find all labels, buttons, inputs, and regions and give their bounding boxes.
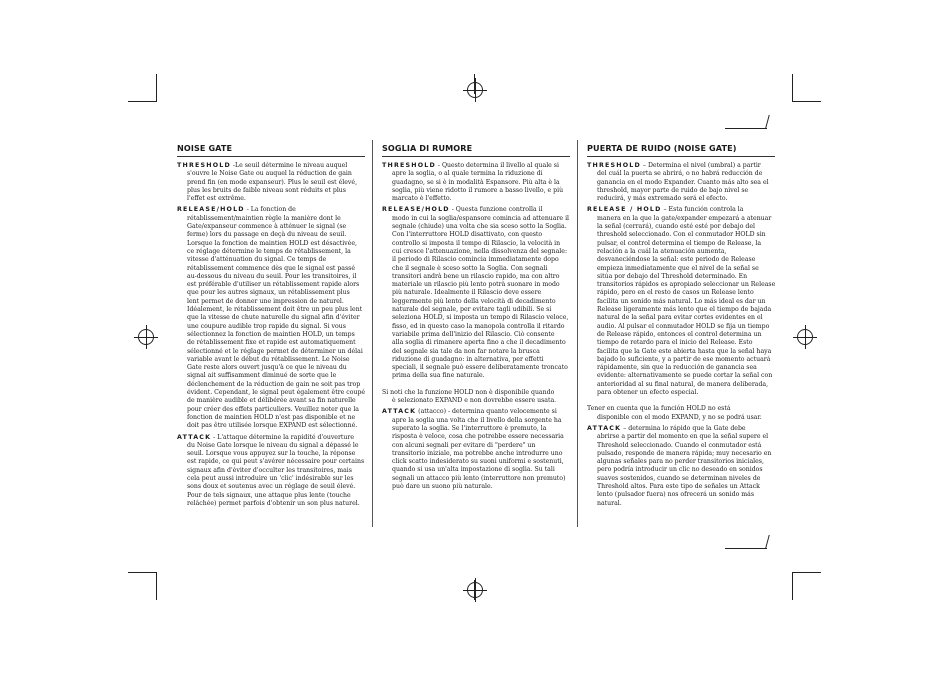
entry-text-line: anterioridad al su final natural, de manera deliberada, [597, 380, 769, 388]
entry-text-line: Threshold seleccionado. Cuando el conmutador está [597, 441, 762, 449]
entry-text-line: naturale del segnale, per evitare tagli udibili. Se si [392, 306, 552, 314]
entry-text-line: tiempo de retardo para el inicio del Release. Esto [597, 339, 753, 347]
entry-text-line: vitesse d'atténuation du signal. Ce temps de [187, 256, 327, 264]
entry-text-line: materiale un rilascio più lento potrà suonare in modo [392, 281, 560, 289]
entry-text: - Questo determina il livello al quale si [435, 162, 559, 169]
entry-text-line: Lorsque la fonction de maintien HOLD est désactivée, [187, 239, 357, 247]
entry-text-line: de Release rápido, entonces el control determina un [597, 330, 762, 338]
corner-mark [765, 115, 769, 128]
entry-text-line: marcato è l'effetto. [392, 195, 452, 203]
entry-text-line: doit pas être utilisée lorsque EXPAND est sélectionné. [187, 422, 358, 430]
entry-text-line: threshold, mayor parte de ruido de bajo nivel se [597, 186, 749, 194]
note-paragraph [382, 389, 570, 406]
entry-text-line: que la vitesse de chute naturelle du signal afin d'éviter [187, 314, 360, 322]
entry-text-line: transitori andrà bene un rilascio rapido, ma con altro [392, 272, 560, 280]
entry-text-line: quando si usa un'alta impostazione di soglia. Su tali [392, 466, 555, 474]
parameter-entry [587, 425, 775, 508]
entry-first-line [382, 206, 570, 214]
entry-text-line: rápido, pero en el resto de casos un Release lento [597, 289, 754, 297]
registration-mark-icon [467, 82, 483, 98]
parameter-term: RELEASE/HOLD [177, 206, 245, 214]
entry-text-line: ferme) lors du passage en deçà du niveau de seuil. [187, 231, 347, 239]
entry-text: -Le seuil détermine le niveau auquel [230, 162, 348, 169]
entry-text-line: para obtener un efecto especial. [597, 389, 699, 397]
entry-text-line: cela peut aussi introduire un 'clic' indésirable sur les [187, 474, 354, 482]
entry-text-line: est préférable d'utiliser un rétablissement rapide alors [187, 281, 360, 289]
entry-text-line: prend fin (en mode expanseur). Plus le seuil est élevé, [187, 178, 358, 186]
entry-text-line: soglia, più viene ridotto il rumore a basso livello, e più [392, 186, 564, 194]
parameter-entry [587, 206, 775, 397]
crop-mark [793, 101, 821, 102]
entry-text-line: sitúa por debajo del Threshold determinado. En [597, 272, 748, 280]
entry-text-line: plus les bruits de faible niveau sont réduits et plus [187, 186, 346, 194]
entry-first-line [587, 206, 775, 214]
entry-text-line: rétablissement/maintien règle la manière dont le [187, 214, 341, 222]
column-divider [577, 140, 578, 527]
entry-text-line: guadagno, se si è in modalità Espansore. Più alta è la [392, 178, 560, 186]
entry-text-line: Threshold altos. Para este tipo de señales un Attack [597, 482, 760, 490]
entry-text-line: Gate reste alors ouvert jusqu'à ce que le niveau du [187, 364, 347, 372]
registration-mark-icon [797, 329, 813, 345]
entry-first-line [382, 162, 570, 170]
entry-text-line: la señal (cerrará), cuando esté esté por debajo del [597, 223, 756, 231]
corner-mark [765, 535, 769, 548]
entry-text-line: lento (pulsador fuera) nos ofrecerá un sonido más [597, 491, 754, 499]
entry-text-line: prima della sua fine naturale. [392, 372, 485, 380]
entry-text-line: seuil. Lorsque vous appuyez sur la touche, la réponse [187, 450, 356, 458]
parameter-entry [177, 434, 365, 509]
entry-text-line: del segnale sia tale da non far notare la brusca [392, 347, 540, 355]
section-title: PUERTA DE RUIDO (NOISE GATE) [587, 143, 775, 157]
entry-text-line: évident. Cependant, le signal peut également être coupé [187, 389, 366, 397]
entry-text-line: leggermente più lento della velocità di decadimento [392, 297, 556, 305]
parameter-term: ATTACK [587, 424, 622, 432]
entry-text-line: apre la soglia, o al quale termina la riduzione di [392, 170, 543, 178]
entry-text-line: sons doux et soutenus avec un réglage de seuil élevé. [187, 483, 356, 491]
entry-text-line: alla soglia di rimanere aperta fino a che il decadimento [392, 339, 566, 347]
entry-text-line: natural de la señal para evitar cortes evidentes en el [597, 314, 763, 322]
parameter-term: THRESHOLD [177, 162, 231, 169]
entry-text-line: manera en la que la gate/expander empezará a atenuar [597, 214, 772, 222]
entry-first-line [587, 425, 775, 433]
column-french [177, 143, 365, 511]
crop-mark [156, 74, 157, 102]
entry-text-line: une coupure audible trop rapide du signal. Si vous [187, 322, 346, 330]
entry-first-line [177, 162, 365, 170]
crop-mark [792, 572, 793, 600]
section-title: SOGLIA DI RUMORE [382, 143, 570, 157]
entry-text-line: seleziona HOLD, si imposta un tempo di Rilascio veloce, [392, 314, 569, 322]
note-line: è selezionato EXPAND e non dovrebbe essere usata. [392, 397, 557, 405]
entry-text: (attacco) - determina quanto velocemente si [416, 408, 557, 416]
entry-text: - La fonction de [244, 206, 296, 214]
entry-text-line: signal ait suffisamment diminué de sorte que le [187, 372, 337, 380]
entry-text-line: desvaneciéndose la señal: este periodo de Release [597, 256, 756, 264]
entry-text-line: Pour de tels signaux, une attaque plus lente (touche [187, 491, 351, 499]
entry-text-line: abrirse a partir del momento en que la señal supere el [597, 433, 769, 441]
entry-text-line: click scatto indesiderato su suoni uniformi e sostenuti, [392, 458, 564, 466]
entry-text-line: natural. [597, 499, 622, 507]
entry-text-line: relâchée) permet parfois d'obtenir un son plus naturel. [187, 499, 360, 507]
entry-text-line: controllo si imposta il tempo di Rilascio, la velocità in [392, 239, 561, 247]
entry-text-line: relación a la cuál la atenuación aumenta, [597, 247, 727, 255]
crop-mark [128, 101, 156, 102]
entry-text-line: fisso, ed in questo caso la manopola controlla il ritardo [392, 322, 565, 330]
entry-text-line: modo in cui la soglia/espansore comincia ad attenuare il [392, 214, 570, 222]
crop-mark [156, 572, 157, 600]
entry-first-line [177, 434, 365, 442]
parameter-entry [382, 408, 570, 491]
entry-text-line: lent permet de donner une impression de naturel. [187, 297, 344, 305]
entry-text-line: audio. Al pulsar el conmutador HOLD se fija un tiempo [597, 322, 770, 330]
entry-text-line: che il segnale è sceso sotto la Soglia. Con segnali [392, 264, 548, 272]
entry-text-line: segnali un attacco più lento (interruttore non premuto) [392, 474, 566, 482]
entry-text-line: du Noise Gate lorsque le niveau du signal a dépassé le [187, 441, 359, 449]
column-italian [382, 143, 570, 494]
entry-text-line: que pour les autres signaux, un rétablissement plus [187, 289, 350, 297]
crop-mark [128, 572, 156, 573]
note-paragraph [587, 405, 775, 422]
entry-text: – determina lo rápido que la Gate debe [621, 424, 746, 432]
entry-text-line: rápidamente, sin que la reducción de ganancia sea [597, 364, 757, 372]
entry-text-line: fonction de maintien HOLD n'est pas disponible et ne [187, 413, 356, 421]
corner-mark [725, 128, 767, 129]
entry-text-line: transitorios rápidos es apropiado seleccionar un Release [597, 281, 776, 289]
entry-text-line: suaves sostenidos, cuando se determinan niveles de [597, 474, 761, 482]
entry-text-line: può dare un suono più naturale. [392, 482, 493, 490]
entry-text-line: pero podría introducir un clic no deseado en sonidos [597, 466, 763, 474]
entry-text-line: superato la soglia. Se l'interruttore è premuto, la [392, 424, 547, 432]
entry-text-line: s'ouvre le Noise Gate ou auquel la réduction de gain [187, 170, 352, 178]
note-line: Tener en cuenta que la función HOLD no está [587, 405, 731, 413]
entry-text-line: déclenchement de la réduction de gain ne soit pas trop [187, 380, 361, 388]
entry-text-line: bajado lo suficiente, y a partir de ese momento actuará [597, 355, 771, 363]
entry-text-line: cui cresce l'attenuazione, nella dissolvenza del segnale: [392, 247, 568, 255]
entry-text-line: facilita un sonido más natural. Lo más ideal es dar un [597, 297, 766, 305]
entry-text: - L'attaque détermine la rapidité d'ouverture [211, 433, 355, 441]
entry-text-line: algunas señales para no perder transitorios iniciales, [597, 458, 764, 466]
entry-text-line: variable avant le début du rétablissement. Le Noise [187, 355, 350, 363]
parameter-term: THRESHOLD [587, 162, 641, 169]
entry-text-line: signaux afin d'éviter d'occulter les transitoires, mais [187, 466, 352, 474]
parameter-term: THRESHOLD [382, 162, 436, 169]
parameter-term: ATTACK [177, 433, 212, 441]
entry-text-line: pulsar, el control determina el tiempo de Release, la [597, 239, 762, 247]
registration-mark-icon [467, 582, 483, 598]
entry-text-line: Idéalement, le rétablissement doit être un peu plus lent [187, 306, 363, 314]
crop-mark [792, 74, 793, 102]
entry-text-line: reducirá, y más extremado será el efecto. [597, 195, 728, 203]
entry-text-line: con alcuni segnali per evitare di "perdere" un [392, 441, 536, 449]
parameter-term: ATTACK [382, 408, 417, 416]
entry-text-line: Gate/expanseur commence à atténuer le signal (se [187, 223, 347, 231]
entry-text-line: speciali, il segnale può essere deliberatamente troncato [392, 364, 568, 372]
column-spanish [587, 143, 775, 511]
parameter-term: RELEASE/HOLD [382, 206, 450, 214]
entry-text: - Questa funzione controlla il [449, 206, 543, 214]
column-divider [372, 140, 373, 527]
parameter-term: RELEASE / HOLD [587, 206, 662, 214]
crop-mark [793, 572, 821, 573]
entry-text-line: risposta è veloce, cosa che potrebbe essere necessaria [392, 433, 564, 441]
note-line: Si noti che la funzione HOLD non è disponibile quando [382, 388, 555, 396]
entry-text-line: più naturale. Idealmente il Rilascio deve essere [392, 289, 542, 297]
entry-text-line: l'effet est extrême. [187, 195, 246, 203]
entry-first-line [177, 206, 365, 214]
entry-text-line: threshold seleccionado. Con el conmutador HOLD sin [597, 231, 766, 239]
parameter-entry [382, 162, 570, 203]
entry-text-line: Release ligeramente más lento que el tiempo de bajada [597, 306, 772, 314]
entry-text-line: apre la soglia una volta che il livello della sorgente ha [392, 416, 562, 424]
parameter-entry [382, 206, 570, 380]
entry-text-line: il periodo di Rilascio comincia immediatamente dopo [392, 256, 559, 264]
corner-mark [725, 548, 767, 549]
entry-text-line: rétablissement commence dès que le signal est passé [187, 264, 355, 272]
entry-text-line: de manière audible et délibérée avant sa fin naturelle [187, 397, 356, 405]
entry-text-line: empieza inmediatamente que el nivel de la señal se [597, 264, 759, 272]
entry-text: – Esta función controla la [661, 206, 744, 214]
entry-text: – Determina el nivel (umbral) a partir [640, 162, 761, 169]
entry-text-line: Con l'interruttore HOLD disattivato, con questo [392, 231, 543, 239]
note-line: disponible con el modo EXPAND, y no se podrá usar. [597, 413, 762, 421]
section-title: NOISE GATE [177, 143, 365, 157]
parameter-entry [177, 162, 365, 203]
parameter-entry [177, 206, 365, 430]
entry-text-line: de rétablissement fixe et rapide est automatiquement [187, 339, 356, 347]
entry-text-line: pulsado, responde de manera rápida; muy necesario en [597, 449, 772, 457]
entry-text-line: segnale (chiude) una volta che sia sceso sotto la Soglia. [392, 223, 567, 231]
entry-text-line: variabile prima dell'inizio del Rilascio. Ciò consente [392, 330, 555, 338]
entry-text-line: au-dessous du niveau du seuil. Pour les transitoires, il [187, 272, 357, 280]
entry-text-line: sélectionné et le réglage permet de déterminer un délai [187, 347, 363, 355]
entry-text-line: riduzione di guadagno: in alternativa, per effetti [392, 355, 544, 363]
entry-text-line: del cuál la puerta se abrirá, o no habrá reducción de [597, 170, 763, 178]
entry-text-line: transitorio iniziale, ma potrebbe anche introdurre uno [392, 449, 563, 457]
entry-text-line: pour créer des effets particuliers. Veuillez noter que la [187, 405, 359, 413]
registration-mark-icon [138, 329, 154, 345]
entry-text-line: sélectionnez la fonction de maintien HOLD, un temps [187, 330, 355, 338]
parameter-entry [587, 162, 775, 203]
entry-text-line: ganancia en el modo Expander. Cuanto más alto sea el [597, 178, 769, 186]
entry-first-line [382, 408, 570, 416]
entry-text-line: ce réglage détermine le temps de rétablissement, la [187, 247, 351, 255]
entry-first-line [587, 162, 775, 170]
entry-text-line: evidente: alternativamente se puede cortar la señal con [597, 372, 773, 380]
entry-text-line: est rapide, ce qui peut s'avérer nécessaire pour certains [187, 458, 365, 466]
entry-text-line: facilita que la Gate este abierta hasta que la señal haya [597, 347, 772, 355]
